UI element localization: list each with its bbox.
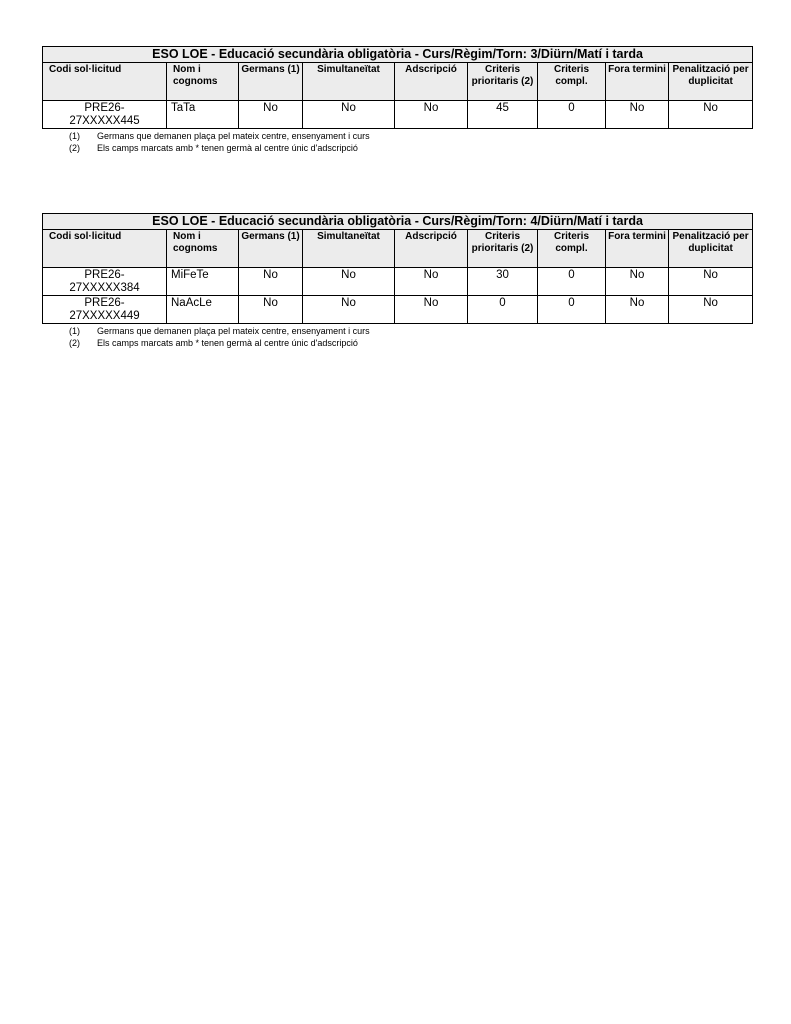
col-header-simultaneitat: Simultaneïtat	[303, 63, 395, 101]
cell-simultaneitat: No	[303, 296, 395, 324]
cell-nom: TaTa	[167, 101, 239, 129]
footnote-text: Germans que demanen plaça pel mateix centre, ensenyament i curs	[97, 326, 370, 336]
col-header-criteris-compl: Criteris compl.	[538, 63, 606, 101]
application-table-course-4	[42, 213, 752, 349]
col-header-fora-termini: Fora termini	[606, 63, 669, 101]
cell-criteris-prioritaris: 45	[468, 101, 538, 129]
col-header-penalitzacio: Penalització per duplicitat	[669, 230, 753, 268]
cell-criteris-compl: 0	[538, 101, 606, 129]
cell-nom: MiFeTe	[167, 268, 239, 296]
cell-penalitzacio: No	[669, 101, 753, 129]
col-header-codi: Codi sol·licitud	[43, 63, 167, 101]
cell-simultaneitat: No	[303, 101, 395, 129]
cell-criteris-compl: 0	[538, 268, 606, 296]
table-caption: ESO LOE - Educació secundària obligatòria - Curs/Règim/Torn: 3/Diürn/Matí i tarda	[43, 47, 753, 63]
col-header-nom: Nom i cognoms	[167, 230, 239, 268]
col-header-germans: Germans (1)	[239, 230, 303, 268]
cell-codi: PRE26- 27XXXXX449	[43, 296, 167, 324]
footnote-text: Els camps marcats amb * tenen germà al centre únic d'adscripció	[97, 143, 358, 153]
footnotes	[42, 325, 752, 349]
cell-criteris-compl: 0	[538, 296, 606, 324]
cell-adscripcio: No	[395, 296, 468, 324]
cell-adscripcio: No	[395, 268, 468, 296]
cell-fora-termini: No	[606, 101, 669, 129]
cell-germans: No	[239, 296, 303, 324]
footnote-number: (2)	[69, 338, 80, 348]
table-row	[43, 101, 753, 129]
cell-simultaneitat: No	[303, 268, 395, 296]
cell-criteris-prioritaris: 0	[468, 296, 538, 324]
footnote-number: (1)	[69, 131, 80, 141]
cell-germans: No	[239, 101, 303, 129]
footnote	[42, 337, 752, 349]
cell-nom: NaAcLe	[167, 296, 239, 324]
cell-penalitzacio: No	[669, 296, 753, 324]
table-row	[43, 268, 753, 296]
footnotes	[42, 130, 752, 154]
footnote	[42, 325, 752, 337]
cell-germans: No	[239, 268, 303, 296]
cell-codi: PRE26- 27XXXXX445	[43, 101, 167, 129]
col-header-germans: Germans (1)	[239, 63, 303, 101]
footnote-text: Germans que demanen plaça pel mateix centre, ensenyament i curs	[97, 131, 370, 141]
results-table	[42, 213, 753, 324]
footnote-number: (1)	[69, 326, 80, 336]
col-header-adscripcio: Adscripció	[395, 63, 468, 101]
col-header-nom: Nom i cognoms	[167, 63, 239, 101]
footnote-text: Els camps marcats amb * tenen germà al centre únic d'adscripció	[97, 338, 358, 348]
col-header-adscripcio: Adscripció	[395, 230, 468, 268]
cell-codi: PRE26- 27XXXXX384	[43, 268, 167, 296]
col-header-codi: Codi sol·licitud	[43, 230, 167, 268]
footnote-number: (2)	[69, 143, 80, 153]
cell-fora-termini: No	[606, 268, 669, 296]
table-caption: ESO LOE - Educació secundària obligatòria - Curs/Règim/Torn: 4/Diürn/Matí i tarda	[43, 214, 753, 230]
cell-penalitzacio: No	[669, 268, 753, 296]
col-header-penalitzacio: Penalització per duplicitat	[669, 63, 753, 101]
table-row	[43, 296, 753, 324]
footnote	[42, 130, 752, 142]
cell-criteris-prioritaris: 30	[468, 268, 538, 296]
application-table-course-3	[42, 46, 752, 154]
results-table	[42, 46, 753, 129]
footnote	[42, 142, 752, 154]
col-header-fora-termini: Fora termini	[606, 230, 669, 268]
col-header-simultaneitat: Simultaneïtat	[303, 230, 395, 268]
col-header-criteris-compl: Criteris compl.	[538, 230, 606, 268]
cell-adscripcio: No	[395, 101, 468, 129]
col-header-criteris-prioritaris: Criteris prioritaris (2)	[468, 230, 538, 268]
cell-fora-termini: No	[606, 296, 669, 324]
col-header-criteris-prioritaris: Criteris prioritaris (2)	[468, 63, 538, 101]
